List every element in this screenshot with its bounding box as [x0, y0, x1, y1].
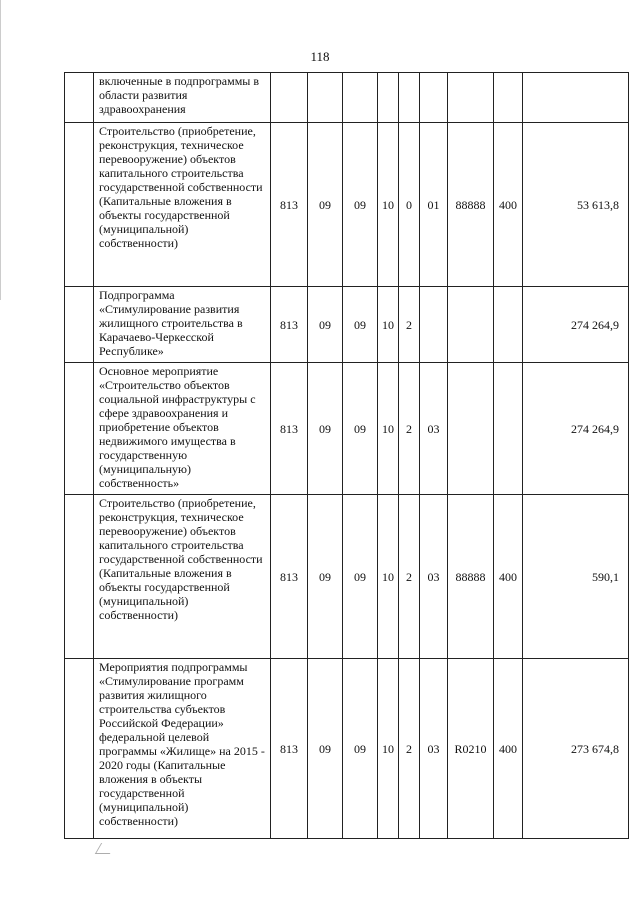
description-cell: Строительство (приобретение, реконструкция, техническое перевооружение) объектов капитального строительства государственной собственности (Капитальные вложения в объекты государственной (муниципальной) собственности) [94, 495, 271, 659]
blank-cell [65, 495, 94, 659]
scan-edge-line [0, 0, 1, 300]
subsection-cell: 09 [343, 659, 378, 839]
subprogram-cell: 2 [399, 659, 420, 839]
blank-cell [65, 363, 94, 495]
event-cell [420, 287, 448, 363]
section-cell: 09 [308, 123, 343, 287]
section-cell [308, 73, 343, 123]
description-cell: Основное мероприятие «Строительство объектов социальной инфраструктуры с сфере здравоохранения и приобретение объектов недвижимого имущества в государственную (муниципальную) собственность» [94, 363, 271, 495]
amount-cell: 53 613,8 [523, 123, 629, 287]
event-cell: 03 [420, 495, 448, 659]
program-cell: 10 [378, 287, 399, 363]
budget-table [64, 72, 629, 839]
expense-type-cell: 400 [494, 495, 523, 659]
section-cell: 09 [308, 659, 343, 839]
subprogram-cell: 2 [399, 363, 420, 495]
table-row [65, 363, 629, 495]
direction-cell [448, 363, 494, 495]
table-row [65, 287, 629, 363]
section-cell: 09 [308, 495, 343, 659]
description-cell: Мероприятия подпрограммы «Стимулирование программ развития жилищного строительства субъектов Российской Федерации» федеральной целевой программы «Жилище» на 2015 - 2020 годы (Капитальные вложения в объекты государственной (муниципальной) собственности) [94, 659, 271, 839]
program-cell: 10 [378, 363, 399, 495]
subsection-cell: 09 [343, 495, 378, 659]
ministry-cell: 813 [271, 495, 308, 659]
program-cell: 10 [378, 123, 399, 287]
subsection-cell: 09 [343, 123, 378, 287]
direction-cell: R0210 [448, 659, 494, 839]
amount-cell: 274 264,9 [523, 363, 629, 495]
event-cell [420, 73, 448, 123]
program-cell: 10 [378, 659, 399, 839]
program-cell [378, 73, 399, 123]
table-row [65, 495, 629, 659]
program-cell: 10 [378, 495, 399, 659]
event-cell: 01 [420, 123, 448, 287]
expense-type-cell [494, 363, 523, 495]
subprogram-cell: 0 [399, 123, 420, 287]
table-row [65, 123, 629, 287]
page-number: 118 [310, 49, 330, 64]
scan-mark [95, 843, 116, 854]
ministry-cell [271, 73, 308, 123]
table-row [65, 659, 629, 839]
description-cell: Подпрограмма «Стимулирование развития жилищного строительства в Карачаево-Черкесской Республике» [94, 287, 271, 363]
direction-cell: 88888 [448, 123, 494, 287]
direction-cell [448, 73, 494, 123]
subsection-cell [343, 73, 378, 123]
ministry-cell: 813 [271, 123, 308, 287]
direction-cell [448, 287, 494, 363]
description-cell: включенные в подпрограммы в области развития здравоохранения [94, 73, 271, 123]
expense-type-cell [494, 73, 523, 123]
blank-cell [65, 287, 94, 363]
direction-cell: 88888 [448, 495, 494, 659]
expense-type-cell [494, 287, 523, 363]
expense-type-cell: 400 [494, 659, 523, 839]
ministry-cell: 813 [271, 659, 308, 839]
subsection-cell: 09 [343, 363, 378, 495]
table-row [65, 73, 629, 123]
amount-cell: 274 264,9 [523, 287, 629, 363]
event-cell: 03 [420, 659, 448, 839]
amount-cell: 590,1 [523, 495, 629, 659]
ministry-cell: 813 [271, 287, 308, 363]
amount-cell: 273 674,8 [523, 659, 629, 839]
subprogram-cell [399, 73, 420, 123]
section-cell: 09 [308, 363, 343, 495]
amount-cell [523, 73, 629, 123]
blank-cell [65, 659, 94, 839]
subprogram-cell: 2 [399, 495, 420, 659]
section-cell: 09 [308, 287, 343, 363]
subsection-cell: 09 [343, 287, 378, 363]
blank-cell [65, 73, 94, 123]
subprogram-cell: 2 [399, 287, 420, 363]
ministry-cell: 813 [271, 363, 308, 495]
description-cell: Строительство (приобретение, реконструкция, техническое перевооружение) объектов капитального строительства государственной собственности (Капитальные вложения в объекты государственной (муниципальной) собственности) [94, 123, 271, 287]
expense-type-cell: 400 [494, 123, 523, 287]
blank-cell [65, 123, 94, 287]
event-cell: 03 [420, 363, 448, 495]
